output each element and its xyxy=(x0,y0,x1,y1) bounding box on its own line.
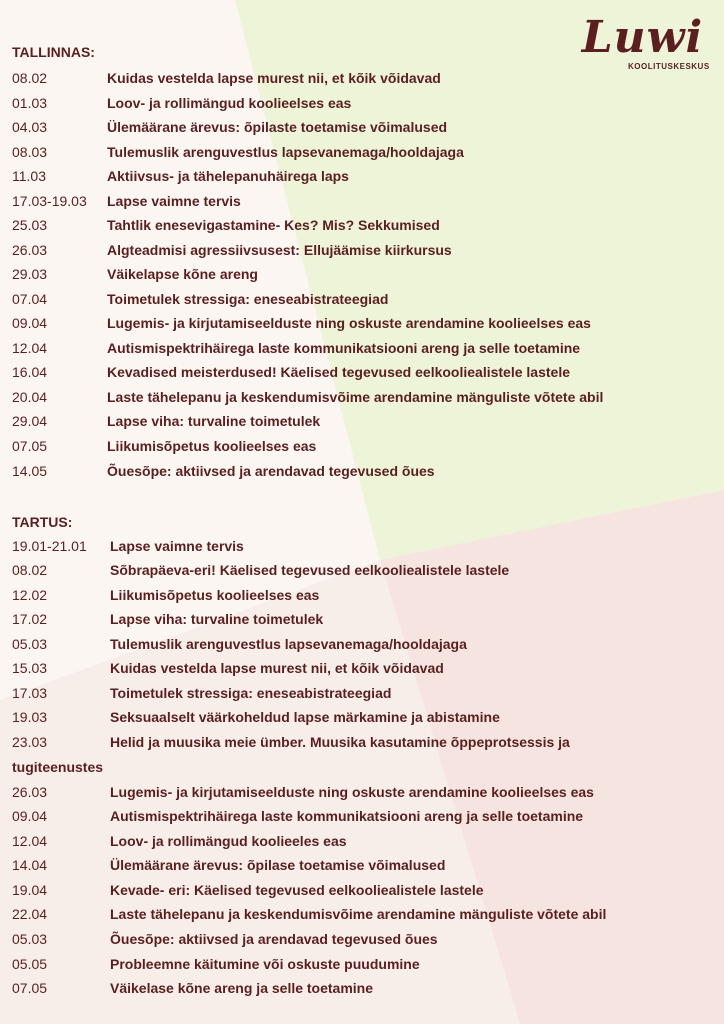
list-item xyxy=(0,906,724,928)
course-date: 25.03 xyxy=(12,217,48,233)
course-title: Probleemne käitumine või oskuste puudumine xyxy=(110,956,420,972)
course-date: 07.04 xyxy=(12,291,48,307)
course-date: 04.03 xyxy=(12,119,48,135)
list-item xyxy=(0,315,724,337)
course-title: Lapse viha: turvaline toimetulek xyxy=(107,413,321,429)
list-item xyxy=(0,538,724,560)
course-title: Tahtlik enesevigastamine- Kes? Mis? Sekkumised xyxy=(107,217,440,233)
list-item xyxy=(0,857,724,879)
list-item xyxy=(0,685,724,707)
list-item xyxy=(0,95,724,117)
course-date: 20.04 xyxy=(12,389,48,405)
course-date: 12.02 xyxy=(12,587,48,603)
course-date: 05.03 xyxy=(12,931,48,947)
list-item xyxy=(0,808,724,830)
list-item xyxy=(0,562,724,584)
course-date: 12.04 xyxy=(12,833,48,849)
course-date: 17.03-19.03 xyxy=(12,193,87,209)
list-item xyxy=(0,709,724,731)
course-title: Liikumisõpetus koolieelses eas xyxy=(110,587,320,603)
course-title-continuation: tugiteenustes xyxy=(12,759,104,775)
course-title: Helid ja muusika meie ümber. Muusika kasutamine õppeprotsessis ja xyxy=(110,734,570,750)
course-date: 19.03 xyxy=(12,709,48,725)
course-title: Seksuaalselt väärkoheldud lapse märkamine ja abistamine xyxy=(110,709,500,725)
list-item xyxy=(0,636,724,658)
list-item xyxy=(0,931,724,953)
list-item xyxy=(0,463,724,485)
list-item xyxy=(0,882,724,904)
course-date: 23.03 xyxy=(12,734,48,750)
list-item xyxy=(0,413,724,435)
list-item xyxy=(0,438,724,460)
list-item xyxy=(0,70,724,92)
course-title: Kuidas vestelda lapse murest nii, et kõik võidavad xyxy=(110,660,444,676)
tallinn-heading: TALLINNAS: xyxy=(12,44,95,60)
course-title: Lapse viha: turvaline toimetulek xyxy=(110,611,324,627)
course-title: Aktiivsus- ja tähelepanuhäirega laps xyxy=(107,168,349,184)
list-item xyxy=(0,611,724,633)
course-title: Toimetulek stressiga: eneseabistrateegiad xyxy=(110,685,392,701)
course-date: 17.02 xyxy=(12,611,48,627)
course-title: Kevadised meisterdused! Käelised tegevused eelkooliealistele lastele xyxy=(107,364,570,380)
course-title: Kevade- eri: Käelised tegevused eelkooliealistele lastele xyxy=(110,882,484,898)
course-date: 19.04 xyxy=(12,882,48,898)
course-date: 14.04 xyxy=(12,857,48,873)
course-title: Väikelase kõne areng ja selle toetamine xyxy=(110,980,374,996)
tartu-heading: TARTUS: xyxy=(12,514,73,530)
course-date: 29.03 xyxy=(12,266,48,282)
course-date: 26.03 xyxy=(12,242,48,258)
course-date: 07.05 xyxy=(12,438,48,454)
course-date: 16.04 xyxy=(12,364,48,380)
course-date: 08.03 xyxy=(12,144,48,160)
list-item xyxy=(0,119,724,141)
list-item xyxy=(0,340,724,362)
course-title: Tulemuslik arenguvestlus lapsevanemaga/hooldajaga xyxy=(110,636,467,652)
course-title: Liikumisõpetus koolieelses eas xyxy=(107,438,317,454)
list-item xyxy=(0,784,724,806)
course-title: Algteadmisi agressiivsusest: Ellujäämise kiirkursus xyxy=(107,242,452,258)
luwi-logo xyxy=(570,12,715,76)
list-item xyxy=(0,660,724,682)
course-title: Tulemuslik arenguvestlus lapsevanemaga/hooldajaga xyxy=(107,144,464,160)
list-item xyxy=(0,242,724,264)
list-item xyxy=(0,193,724,215)
list-item xyxy=(0,266,724,288)
course-date: 14.05 xyxy=(12,463,48,479)
list-item xyxy=(0,980,724,1002)
course-date: 12.04 xyxy=(12,340,48,356)
logo-script: Luwi xyxy=(581,12,704,63)
list-item xyxy=(0,144,724,166)
list-item xyxy=(0,217,724,239)
course-title: Õuesõpe: aktiivsed ja arendavad tegevused õues xyxy=(110,931,438,947)
course-date: 19.01-21.01 xyxy=(12,538,87,554)
course-date: 17.03 xyxy=(12,685,48,701)
course-date: 08.02 xyxy=(12,70,48,86)
list-item xyxy=(0,734,724,756)
course-date: 22.04 xyxy=(12,906,48,922)
course-date: 01.03 xyxy=(12,95,48,111)
list-item xyxy=(0,833,724,855)
list-item xyxy=(0,291,724,313)
course-title: Autismispektrihäirega laste kommunikatsiooni areng ja selle toetamine xyxy=(110,808,584,824)
course-date: 09.04 xyxy=(12,808,48,824)
course-title: Kuidas vestelda lapse murest nii, et kõik võidavad xyxy=(107,70,441,86)
list-item xyxy=(0,364,724,386)
course-date: 29.04 xyxy=(12,413,48,429)
course-date: 07.05 xyxy=(12,980,48,996)
course-title: Ülemäärane ärevus: õpilaste toetamise võimalused xyxy=(107,119,448,135)
course-date: 15.03 xyxy=(12,660,48,676)
course-title: Lapse vaimne tervis xyxy=(107,193,241,209)
course-title: Õuesõpe: aktiivsed ja arendavad tegevused õues xyxy=(107,463,435,479)
course-date: 05.05 xyxy=(12,956,48,972)
course-title: Ülemäärane ärevus: õpilase toetamise võimalused xyxy=(110,857,446,873)
course-title: Lugemis- ja kirjutamiseelduste ning oskuste arendamine koolieelses eas xyxy=(110,784,594,800)
course-title: Laste tähelepanu ja keskendumisvõime arendamine mänguliste võtete abil xyxy=(110,906,607,922)
course-title: Lapse vaimne tervis xyxy=(110,538,244,554)
course-title: Lugemis- ja kirjutamiseelduste ning oskuste arendamine koolieelses eas xyxy=(107,315,591,331)
course-date: 08.02 xyxy=(12,562,48,578)
course-title: Toimetulek stressiga: eneseabistrateegiad xyxy=(107,291,389,307)
course-date: 26.03 xyxy=(12,784,48,800)
course-title: Sõbrapäeva-eri! Käelised tegevused eelkooliealistele lastele xyxy=(110,562,510,578)
course-title: Autismispektrihäirega laste kommunikatsiooni areng ja selle toetamine xyxy=(107,340,581,356)
course-date: 05.03 xyxy=(12,636,48,652)
list-item xyxy=(0,587,724,609)
list-item xyxy=(0,168,724,190)
course-title: Laste tähelepanu ja keskendumisvõime arendamine mänguliste võtete abil xyxy=(107,389,604,405)
course-title: Väikelapse kõne areng xyxy=(107,266,258,282)
course-title: Loov- ja rollimängud koolieelses eas xyxy=(107,95,352,111)
logo-subtitle: KOOLITUSKESKUS xyxy=(628,62,710,71)
course-title: Loov- ja rollimängud koolieeles eas xyxy=(110,833,347,849)
course-date: 09.04 xyxy=(12,315,48,331)
course-date: 11.03 xyxy=(12,168,46,184)
list-item xyxy=(0,956,724,978)
list-item xyxy=(0,389,724,411)
